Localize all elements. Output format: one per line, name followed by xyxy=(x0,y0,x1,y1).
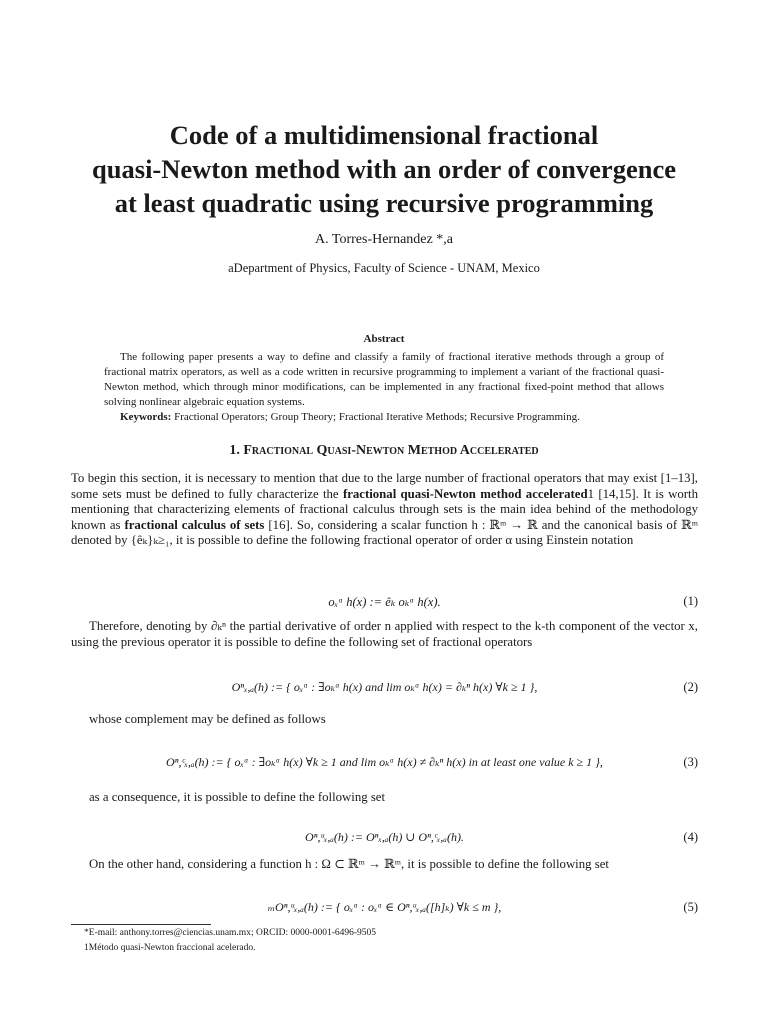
paragraph-2: Therefore, denoting by ∂ₖⁿ the partial derivative of order n applied with respect to the k-th component of the vector x, using the previous operator it is possible to define the following set of fractional operators xyxy=(71,619,698,649)
abstract-body xyxy=(104,350,664,425)
footnote-1: 1Método quasi-Newton fraccional acelerado. xyxy=(84,943,256,953)
equation-1-body: oₓᵅ h(x) := êₖ oₖᵅ h(x). xyxy=(328,595,441,609)
author-line: A. Torres-Hernandez *,a xyxy=(315,232,453,247)
keywords-text: Fractional Operators; Group Theory; Fractional Iterative Methods; Recursive Programming. xyxy=(174,411,580,423)
affiliation: aDepartment of Physics, Faculty of Science - UNAM, Mexico xyxy=(228,261,540,275)
equation-2-number: (2) xyxy=(683,680,698,694)
keywords-label: Keywords: xyxy=(120,411,172,423)
equation-1-number: (1) xyxy=(683,594,698,608)
equation-3-number: (3) xyxy=(683,755,698,769)
abstract-heading: Abstract xyxy=(363,333,405,345)
keywords-line xyxy=(104,410,664,425)
paper-title xyxy=(0,118,768,220)
p1-b: fractional quasi-Newton method accelerated xyxy=(342,486,588,501)
equation-3-body: Oⁿ,ᶜₓ,ₐ(h) := { oₓᵅ : ∃oₖᵅ h(x) ∀k ≥ 1 and lim oₖᵅ h(x) ≠ ∂ₖⁿ h(x) in at least one value k ≥ 1 }, xyxy=(166,755,603,769)
equation-5-body: ₘOⁿ,ᵘₓ,ₐ(h) := { oₓᵅ : oₓᵅ ∈ Oⁿ,ᵘₓ,ₐ([h]ₖ) ∀k ≤ m }, xyxy=(267,900,502,914)
title-line-2: quasi-Newton method with an order of convergence xyxy=(92,154,676,184)
p1-d: fractional calculus of sets xyxy=(124,517,265,532)
footnote-email: *E-mail: anthony.torres@ciencias.unam.mx; ORCID: 0000-0001-6496-9505 xyxy=(84,928,377,938)
paragraph-1 xyxy=(71,471,698,549)
p1-c: 1 [14,15]. It is worth mentioning that characterizing elements of fractional calculus through sets is the main idea behind of the methodology known as xyxy=(71,486,698,532)
p1-a: To begin this section, it is necessary to mention that due to the large number of fractional operators that may exist [1–13], some sets must be defined to fully characterize the xyxy=(71,471,698,501)
equation-5 xyxy=(71,900,698,924)
equation-4 xyxy=(71,830,698,854)
equation-1 xyxy=(71,594,698,618)
title-line-1: Code of a multidimensional fractional xyxy=(169,120,599,150)
title-line-3: at least quadratic using recursive programming xyxy=(114,188,654,218)
equation-2-body: Oⁿₓ,ₐ(h) := { oₓᵅ : ∃oₖᵅ h(x) and lim oₖᵅ h(x) = ∂ₖⁿ h(x) ∀k ≥ 1 }, xyxy=(231,680,538,694)
equation-2 xyxy=(71,680,698,704)
equation-5-number: (5) xyxy=(683,900,698,914)
p1-e: [16]. So, considering a scalar function h : ℝᵐ → ℝ and the canonical basis of ℝᵐ denoted by {êₖ}ₖ≥₁, it is possible to define the following fractional operator of order α using Einstein notation xyxy=(71,517,698,548)
equation-3 xyxy=(71,755,698,779)
footnote-rule xyxy=(71,924,211,925)
text-as-consequence: as a consequence, it is possible to define the following set xyxy=(89,790,386,804)
text-other-hand: On the other hand, considering a function h : Ω ⊂ ℝᵐ → ℝᵐ, it is possible to define the following set xyxy=(89,857,609,871)
equation-4-body: Oⁿ,ᵘₓ,ₐ(h) := Oⁿₓ,ₐ(h) ∪ Oⁿ,ᶜₓ,ₐ(h). xyxy=(305,830,464,844)
abstract-text: The following paper presents a way to define and classify a family of fractional iterative methods through a group of fractional matrix operators, as well as a code written in recursive programming to implement a variant of the fractional quasi-Newton method, which through minor modifications, can be implemented in any fractional fixed-point method that allows solving nonlinear algebraic equation systems. xyxy=(104,351,664,408)
section-heading: 1. Fractional Quasi-Newton Method Accelerated xyxy=(229,443,539,458)
text-whose-complement: whose complement may be defined as follows xyxy=(89,712,326,726)
equation-4-number: (4) xyxy=(683,830,698,844)
